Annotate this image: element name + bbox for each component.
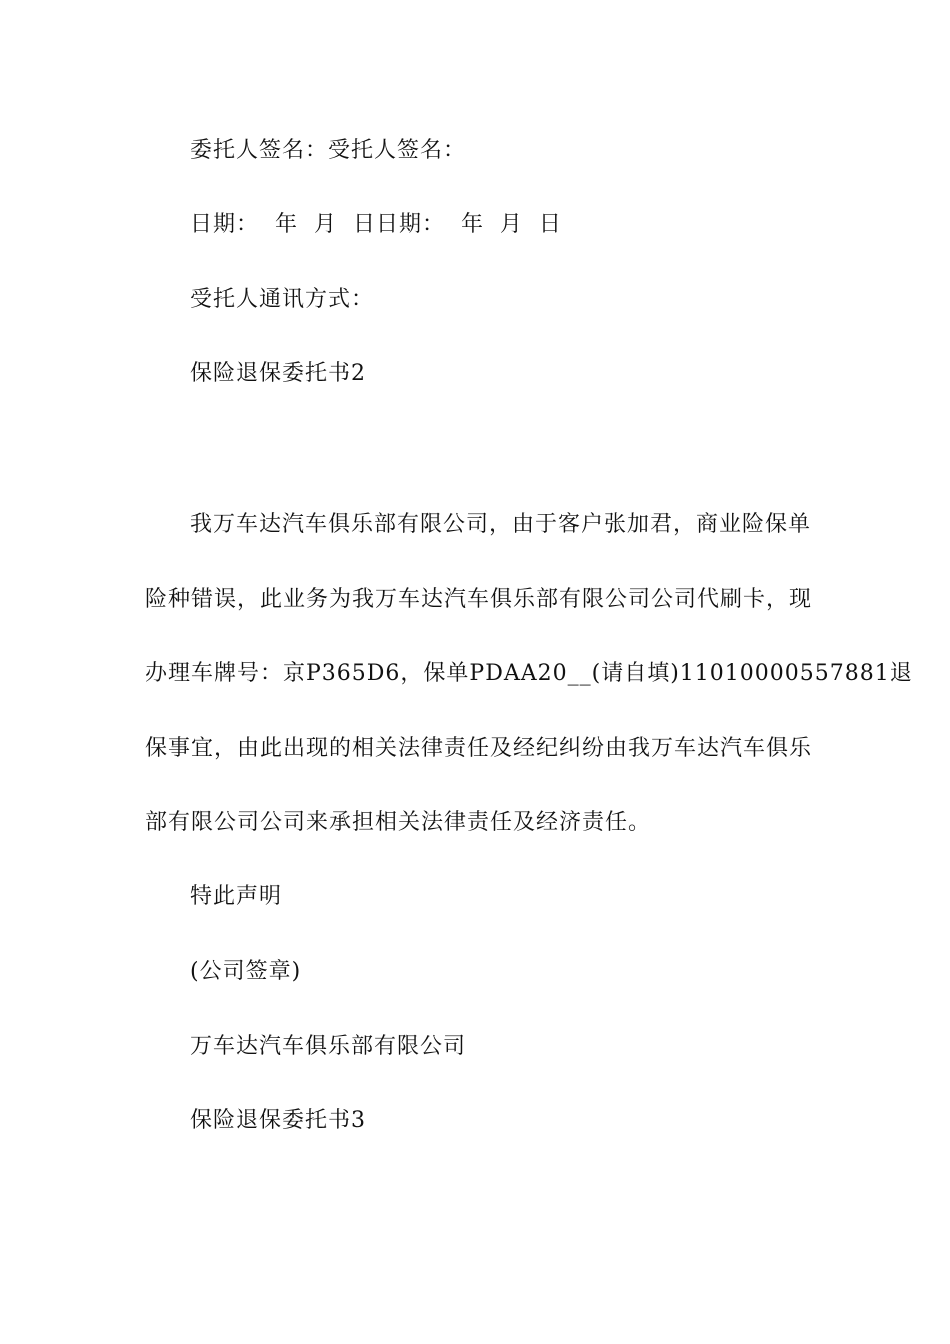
seal-note: (公司签章) [190, 959, 302, 984]
signature-line: 委托人签名：受托人签名： [190, 138, 467, 163]
body-line: 保事宜，由此出现的相关法律责任及经纪纠纷由我万车达汽车俱乐 [145, 736, 813, 761]
company-name: 万车达汽车俱乐部有限公司 [190, 1034, 467, 1059]
contact-line: 受托人通讯方式： [190, 287, 375, 312]
body-line: 办理车牌号：京P365D6，保单PDAA20__(请自填)11010000557881退 [145, 661, 913, 686]
date-line: 日期： 年 月 日日期： 年 月 日 [190, 212, 562, 237]
declaration-text: 特此声明 [190, 884, 283, 909]
body-line: 险种错误，此业务为我万车达汽车俱乐部有限公司公司代刷卡，现 [145, 587, 813, 612]
heading-letter-3: 保险退保委托书3 [190, 1108, 366, 1133]
heading-letter-2: 保险退保委托书2 [190, 361, 366, 386]
body-line: 我万车达汽车俱乐部有限公司，由于客户张加君，商业险保单 [190, 512, 812, 537]
body-line: 部有限公司公司来承担相关法律责任及经济责任。 [145, 810, 652, 835]
